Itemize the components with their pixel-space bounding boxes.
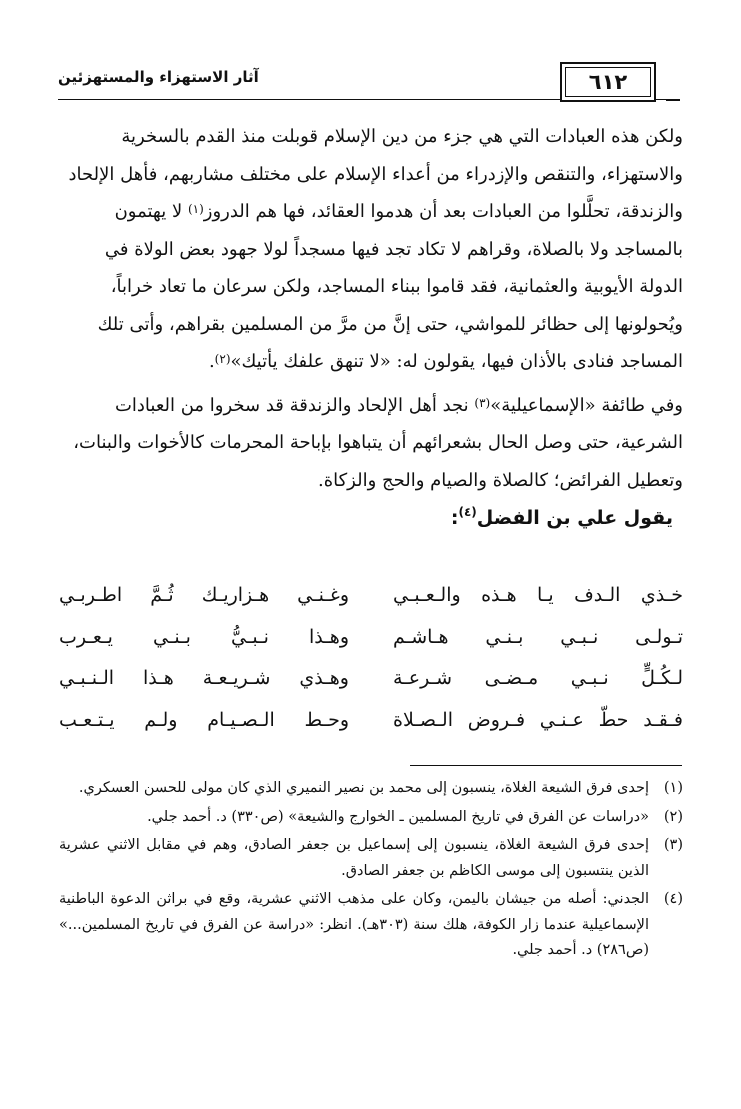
first-hemistich: خـذي الـدف يـا هـذه والـعـبـي (393, 584, 683, 606)
poem-verse (59, 626, 683, 668)
footnote-number: (٣) (663, 837, 683, 853)
footnote-ref: (١) (187, 202, 204, 216)
text-run: نجد أهل الإلحاد والزندقة قد سخروا من العبادات الشرعية، حتى وصل الحال بشعرائهم أن يتباهوا بإباحة المحرمات كالأخوات والبنات، وتعطيل الفرائض؛ كالصلاة والصيام والحج والزكاة. (73, 394, 683, 491)
paragraph (59, 118, 683, 381)
footnotes (59, 776, 683, 967)
footnote-ref: (٤) (458, 505, 477, 519)
second-hemistich: وحـط الـصـيـام ولـم يـتـعـب (59, 708, 349, 731)
poem-verse (59, 667, 683, 709)
poet-introduction (59, 507, 683, 529)
first-hemistich: لـكُـلٍّ نـبـي مـضـى شـرعـة (393, 667, 683, 689)
second-hemistich: وغـنـي هـزاريـك ثُـمَّ اطـربـي (59, 584, 349, 606)
second-hemistich: وهـذي شـريـعـة هـذا الـنـبـي (59, 667, 349, 689)
text-run: لا يهتمون بالمساجد ولا بالصلاة، وقراهم لا تكاد تجد فيها مسجداً لولا جهود بعض الولاة في الدولة الأيوبية والعثمانية، فقد قاموا ببناء المساجد، ولكن سرعان ما تعاد خراباً، ويُحولونها إلى حظائر للمواشي، حتى إنَّ من مرَّ من المسلمين بقراهم، وأتى تلك المساجد فنادى بالأذان فيها، يقولون له: «لا تنهق علفك يأتيك» (97, 201, 683, 372)
footnote (59, 776, 683, 802)
text-run: وفي طائفة «الإسماعيلية» (490, 394, 683, 416)
main-text (59, 118, 683, 533)
footnote-ref: (٣) (474, 395, 491, 410)
footnote-text: «دراسات عن الفرق في تاريخ المسلمين ـ الخوارج والشيعة» (ص٣٣٠) د. أحمد جلي. (147, 808, 649, 825)
footnote (59, 833, 683, 884)
footnote-separator (410, 765, 682, 766)
second-hemistich: وهـذا نـبـيُّ بـنـي يـعـرب (59, 625, 349, 648)
footnote-text: الجدني: أصله من جيشان باليمن، وكان على مذهب الاثني عشرية، وقع في براثن الدعوة الباطنية الإسماعيلية عندما زار الكوفة، هلك سنة (٣٠٣هـ). انظر: «دراسة عن الفرق في تاريخ المسلمين...» (ص٢٨٦) د. أحمد جلي. (59, 891, 649, 958)
text-run: ولكن هذه العبادات التي هي جزء من دين الإسلام قوبلت منذ القدم بالسخرية والاستهزاء، والتنقص والإزدراء من أعداء الإسلام على مختلف مشاربهم، فأهل الإلحاد والزندقة، تحلَّلوا من العبادات بعد أن هدموا العقائد، فها هم الدروز (68, 126, 683, 222)
page-number-box (560, 62, 656, 102)
footnote-number: (٤) (663, 891, 683, 907)
poem-verse (59, 584, 683, 626)
poem (59, 584, 683, 750)
header-rule-tick (666, 99, 680, 101)
poet-name: يقول علي بن الفضل (476, 507, 673, 529)
text-run: . (208, 351, 215, 372)
footnote-number: (٢) (663, 808, 683, 825)
footnote-text: إحدى فرق الشيعة الغلاة، ينسبون إلى محمد بن نصير النميري الذي كان مولى للحسن العسكري. (78, 780, 649, 796)
running-title: آثار الاستهزاء والمستهزئين (58, 68, 259, 86)
footnote-text: إحدى فرق الشيعة الغلاة، ينسبون إلى إسماعيل بن جعفر الصادق، وهم في مقابل الاثني عشرية الذين ينتسبون إلى موسى الكاظم بن جعفر الصادق. (59, 837, 649, 879)
footnote-number: (١) (663, 780, 683, 796)
first-hemistich: تـولـى نـبـي بـنـي هـاشـم (393, 625, 683, 648)
footnote-ref: (٢) (214, 352, 231, 366)
paragraph (59, 387, 683, 500)
footnote (59, 887, 683, 964)
first-hemistich: فـقـد حطّ عـنـي فـروض الـصـلاة (393, 708, 683, 731)
colon: : (450, 507, 459, 529)
footnote (59, 805, 683, 831)
page-number: ٦١٢ (565, 67, 651, 97)
poem-verse (59, 709, 683, 751)
page-header (58, 62, 680, 102)
